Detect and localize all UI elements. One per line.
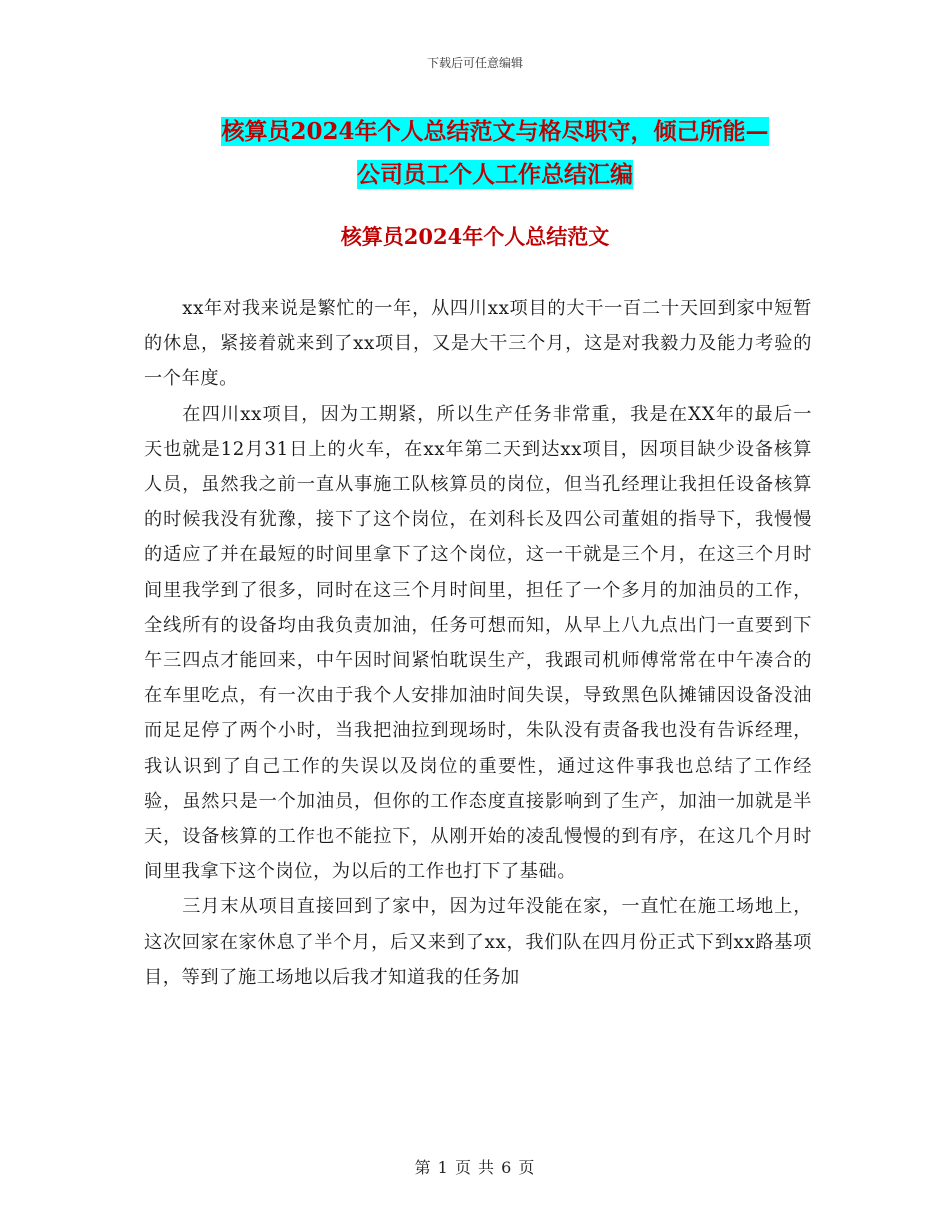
page-number: 第 1 页 共 6 页 xyxy=(414,1158,536,1177)
header-note: 下载后可任意编辑 xyxy=(426,56,523,70)
paragraph-1: xx年对我来说是繁忙的一年，从四川xx项目的大干一百二十天回到家中短暂的休息，紧接着就来到了xx项目，又是大干三个月，这是对我毅力及能力考验的一个年度。 xyxy=(144,298,812,390)
document-title-line-1: 核算员2024年个人总结范文与格尽职守，倾己所能— xyxy=(221,118,769,145)
body-text xyxy=(144,291,812,995)
document-title xyxy=(140,110,850,196)
paragraph-2: 在四川xx项目，因为工期紧，所以生产任务非常重，我是在XX年的最后一天也就是12月31日上的火车，在xx年第二天到达xx项目，因项目缺少设备核算人员，虽然我之前一直从事施工队核算员的岗位，但当孔经理让我担任设备核算的时候我没有犹豫，接下了这个岗位，在刘科长及四公司董姐的指导下，我慢慢的适应了并在最短的时间里拿下了这个岗位，这一干就是三个月，在这三个月时间里我学到了很多，同时在这三个月时间里，担任了一个多月的加油员的工作，全线所有的设备均由我负责加油，任务可想而知，从早上八九点出门一直要到下午三四点才能回来，中午因时间紧怕耽误生产，我跟司机师傅常常在中午凑合的在车里吃点，有一次由于我个人安排加油时间失误，导致黑色队摊铺因设备没油而足足停了两个小时，当我把油拉到现场时，朱队没有责备我也没有告诉经理，我认识到了自己工作的失误以及岗位的重要性，通过这件事我也总结了工作经验，虽然只是一个加油员，但你的工作态度直接影响到了生产，加油一加就是半天，设备核算的工作也不能拉下，从刚开始的凌乱慢慢的到有序，在这几个月时间里我拿下这个岗位，为以后的工作也打下了基础。 xyxy=(144,403,812,883)
paragraph-3: 三月末从项目直接回到了家中，因为过年没能在家，一直忙在施工场地上，这次回家在家休息了半个月，后又来到了xx，我们队在四月份正式下到xx路基项目，等到了施工场地以后我才知道我的任务加 xyxy=(144,896,812,988)
document-title-line-2: 公司员工个人工作总结汇编 xyxy=(357,161,633,188)
section-title: 核算员2024年个人总结范文 xyxy=(340,224,610,249)
